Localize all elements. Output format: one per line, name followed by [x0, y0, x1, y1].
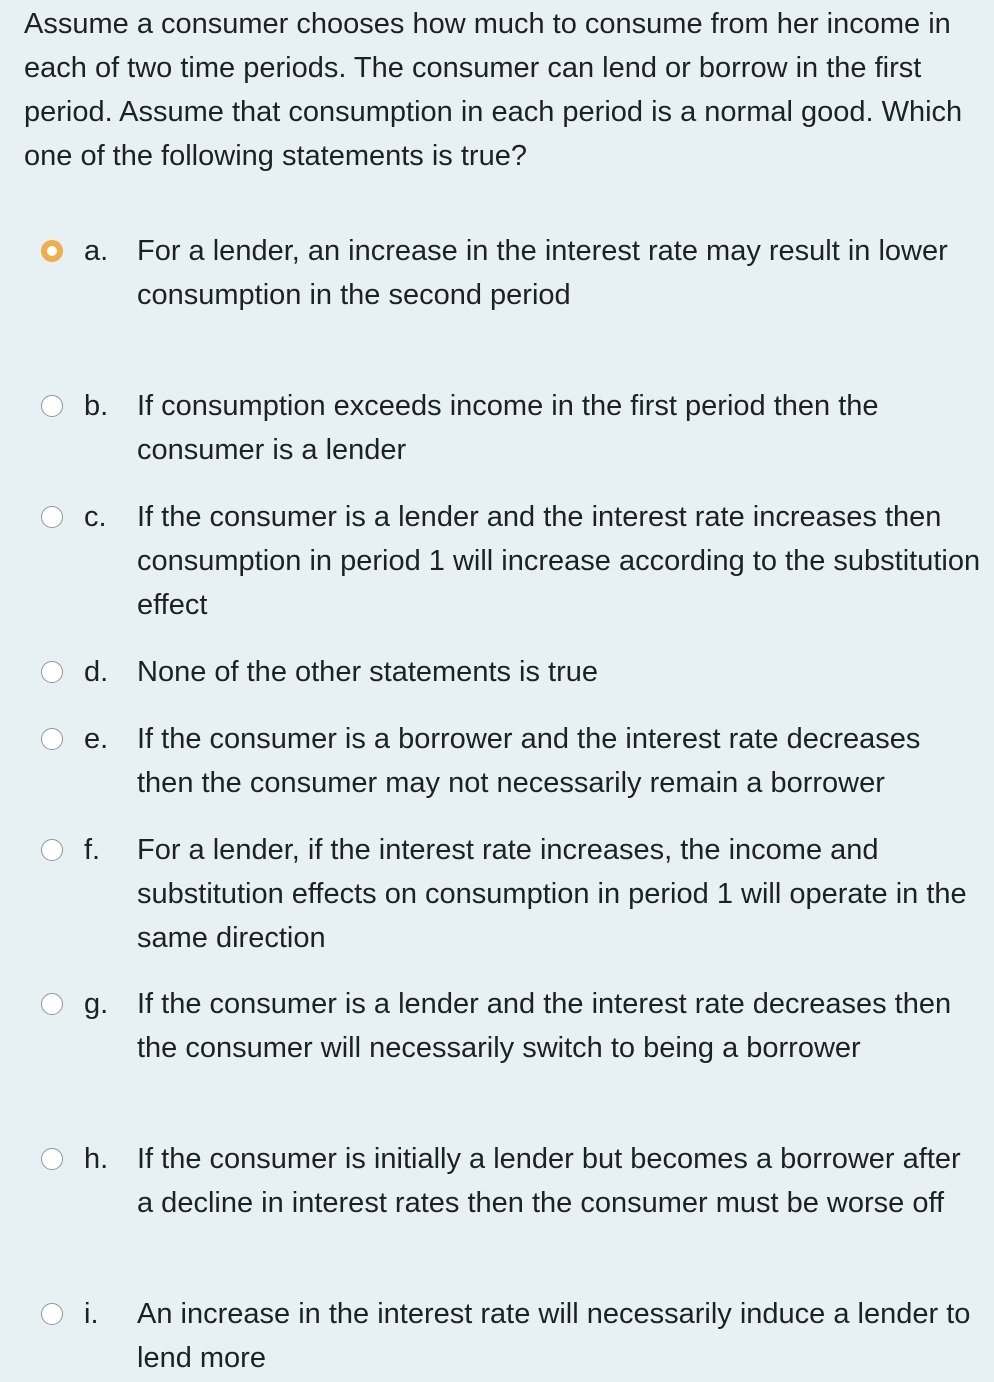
- radio-button-b[interactable]: [41, 395, 63, 417]
- option-text: If the consumer is a lender and the interest rate decreases then the consumer will necessarily switch to being a borrower: [137, 988, 952, 1064]
- option-letter: a.: [84, 235, 109, 267]
- option-text: If the consumer is a borrower and the interest rate decreases then the consumer may not necessarily remain a borrower: [137, 723, 921, 799]
- option-text: None of the other statements is true: [137, 656, 599, 688]
- option-letter: d.: [84, 656, 109, 688]
- option-text: If the consumer is a lender and the interest rate increases then consumption in period 1 will increase according to the substitution effect: [137, 501, 981, 621]
- option-text: An increase in the interest rate will necessarily induce a lender to lend more: [137, 1298, 971, 1374]
- radio-button-i[interactable]: [41, 1303, 63, 1325]
- radio-button-a[interactable]: [41, 240, 63, 262]
- option-text: For a lender, an increase in the interest rate may result in lower consumption in the second period: [137, 235, 948, 311]
- radio-button-g[interactable]: [41, 993, 63, 1015]
- radio-button-d[interactable]: [41, 661, 63, 683]
- option-letter: f.: [84, 834, 101, 866]
- option-letter: c.: [84, 501, 107, 533]
- question-text: Assume a consumer chooses how much to consume from her income in each of two time periods. The consumer can lend or borrow in the first period. Assume that consumption in each period is a normal good. Which one of the following statements is true?: [24, 8, 963, 172]
- option-letter: b.: [84, 390, 109, 422]
- option-letter: h.: [84, 1143, 109, 1175]
- option-letter: g.: [84, 988, 109, 1020]
- option-text: If the consumer is initially a lender but becomes a borrower after a decline in interest rates then the consumer must be worse off: [137, 1143, 961, 1219]
- radio-button-e[interactable]: [41, 728, 63, 750]
- option-text: If consumption exceeds income in the first period then the consumer is a lender: [137, 390, 879, 466]
- radio-button-f[interactable]: [41, 839, 63, 861]
- option-letter: i.: [84, 1298, 99, 1330]
- radio-button-h[interactable]: [41, 1148, 63, 1170]
- radio-button-c[interactable]: [41, 506, 63, 528]
- option-text: For a lender, if the interest rate increases, the income and substitution effects on consumption in period 1 will operate in the same direction: [137, 834, 967, 954]
- option-letter: e.: [84, 723, 109, 755]
